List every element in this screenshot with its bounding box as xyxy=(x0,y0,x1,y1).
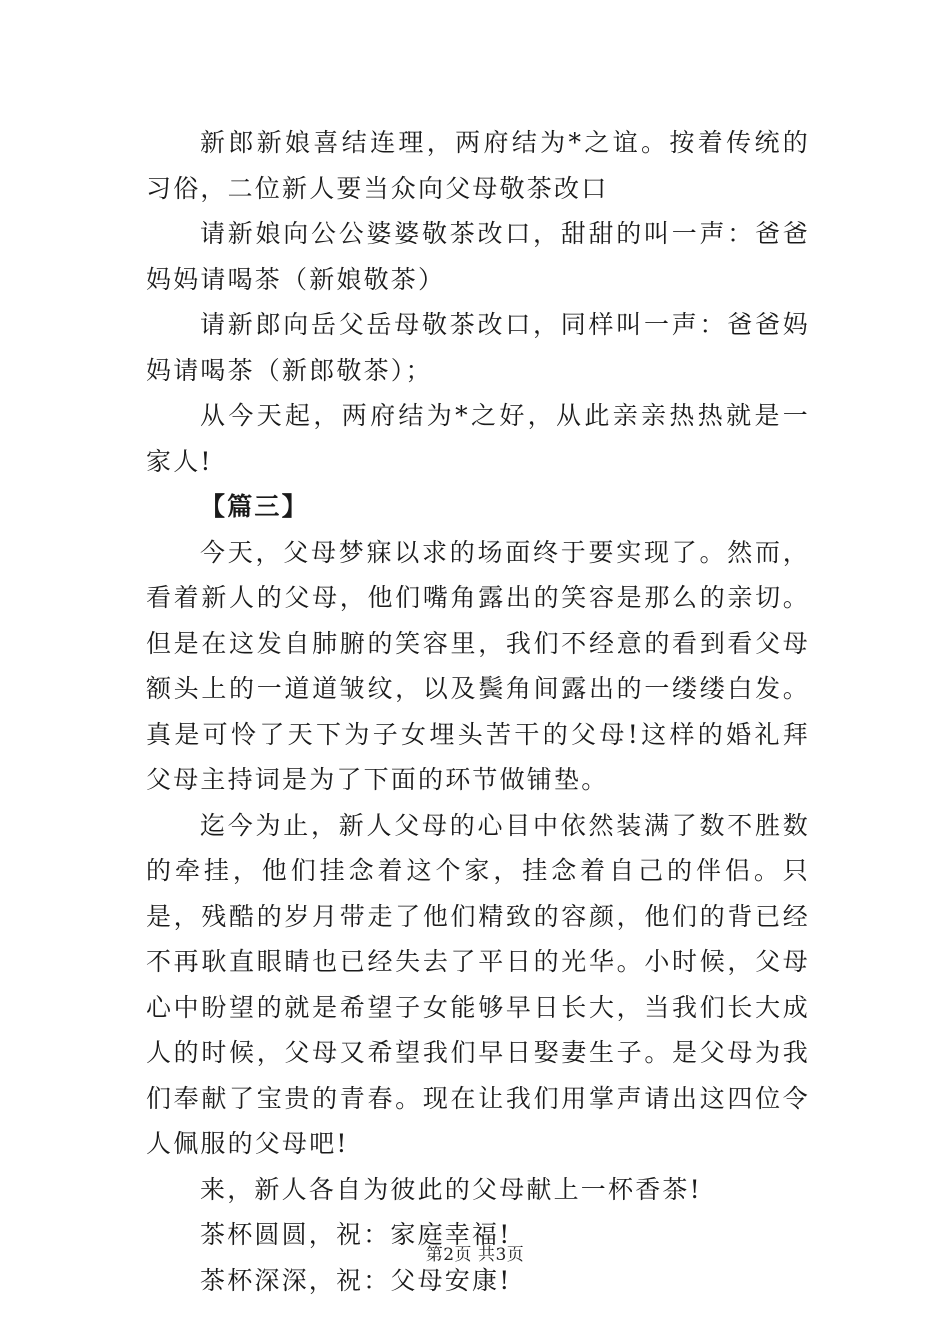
paragraph: 茶杯圆圆，祝：家庭幸福! xyxy=(200,1220,512,1249)
page-footer: 第2页 共3页 xyxy=(425,1245,525,1265)
document-body xyxy=(146,120,810,1303)
section-heading: 【篇三】 xyxy=(200,492,309,521)
paragraph: 从今天起，两府结为*之好，从此亲亲热热就是一家人! xyxy=(146,401,810,476)
paragraph: 来，新人各自为彼此的父母献上一杯香茶! xyxy=(200,1174,702,1204)
paragraph: 茶杯深深，祝：父母安康! xyxy=(200,1265,512,1295)
paragraph: 今天，父母梦寐以求的场面终于要实现了。然而，看着新人的父母，他们嘴角露出的笑容是那么的亲切。但是在这发自肺腑的笑容里，我们不经意的看到看父母额头上的一道道皱纹，以及鬓角间露出的一缕缕白发。真是可怜了天下为子女埋头苦干的父母!这样的婚礼拜父母主持词是为了下面的环节做铺垫。 xyxy=(146,537,810,794)
paragraph: 请新郎向岳父岳母敬茶改口，同样叫一声：爸爸妈妈请喝茶（新郎敬茶）； xyxy=(146,310,810,385)
paragraph: 请新娘向公公婆婆敬茶改口，甜甜的叫一声：爸爸妈妈请喝茶（新娘敬茶） xyxy=(146,219,810,294)
paragraph: 迄今为止，新人父母的心目中依然装满了数不胜数的牵挂，他们挂念着这个家，挂念着自己的伴侣。只是，残酷的岁月带走了他们精致的容颜，他们的背已经不再耿直眼睛也已经失去了平日的光华。小时候，父母心中盼望的就是希望子女能够早日长大，当我们长大成人的时候，父母又希望我们早日娶妻生子。是父母为我们奉献了宝贵的青春。现在让我们用掌声请出这四位令人佩服的父母吧! xyxy=(146,810,810,1158)
paragraph: 新郎新娘喜结连理，两府结为*之谊。按着传统的习俗，二位新人要当众向父母敬茶改口 xyxy=(146,128,810,203)
